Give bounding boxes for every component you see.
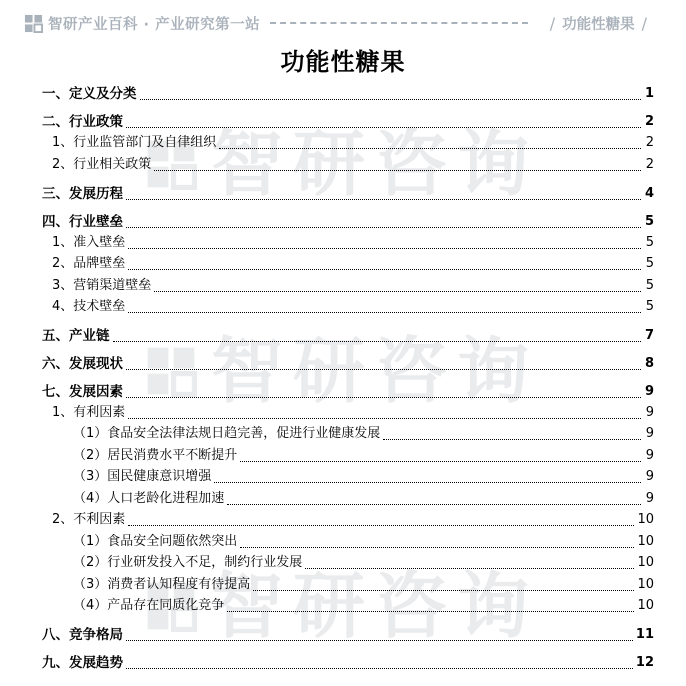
toc-entry[interactable] — [52, 297, 654, 317]
toc-entry[interactable] — [42, 326, 654, 346]
toc-entry-page: 9 — [645, 405, 654, 420]
dot-leader — [154, 170, 641, 171]
toc-entry-page: 10 — [637, 534, 654, 549]
toc-entry-label: 1、准入壁垒 — [52, 235, 126, 250]
dot-leader — [305, 568, 634, 569]
toc-entry-page: 10 — [637, 512, 654, 527]
toc-entry-label: （2）居民消费水平不断提升 — [73, 448, 238, 463]
dot-leader — [140, 99, 642, 100]
toc-entry-label: 4、技术壁垒 — [52, 299, 126, 314]
dot-leader — [126, 640, 633, 641]
toc-entry[interactable] — [73, 467, 654, 487]
watermark-text: 智研咨询 — [211, 564, 540, 648]
dot-leader — [128, 312, 641, 313]
dot-leader — [128, 269, 641, 270]
toc-entry[interactable] — [52, 155, 654, 175]
toc-entry-label: （3）消费者认知程度有待提高 — [73, 577, 251, 592]
toc-entry[interactable] — [42, 112, 654, 132]
toc-entry-page: 11 — [635, 627, 654, 642]
toc-entry-label: 六、发展现状 — [42, 356, 123, 372]
toc-entry[interactable] — [42, 184, 654, 204]
toc-entry[interactable] — [52, 276, 654, 296]
toc-entry-label: 1、行业监管部门及自律组织 — [52, 135, 217, 150]
toc-entry-label: （1）食品安全法律法规日趋完善，促进行业健康发展 — [73, 426, 381, 441]
doc-tag-label: 功能性糖果 — [562, 16, 635, 33]
toc-entry-page: 5 — [644, 214, 654, 229]
dot-leader — [126, 227, 641, 228]
toc-entry-page: 5 — [645, 256, 654, 271]
watermark-text: 智研咨询 — [211, 122, 540, 206]
dot-leader — [253, 590, 634, 591]
toc-entry-label: （1）食品安全问题依然突出 — [73, 534, 238, 549]
toc-entry[interactable] — [73, 532, 654, 552]
toc-entry[interactable] — [42, 354, 654, 374]
toc-entry-page: 2 — [645, 135, 654, 150]
toc-entry[interactable] — [42, 382, 654, 402]
toc-entry-label: （4）产品存在同质化竞争 — [73, 598, 225, 613]
document-title: 功能性糖果 — [280, 47, 406, 76]
dot-leader — [219, 148, 641, 149]
dot-leader — [214, 482, 641, 483]
toc-entry-page: 1 — [644, 86, 654, 101]
toc-entry[interactable] — [52, 510, 654, 530]
dot-leader — [240, 547, 634, 548]
toc-entry[interactable] — [73, 489, 654, 509]
dot-leader — [126, 369, 641, 370]
dot-leader — [126, 127, 641, 128]
toc-entry[interactable] — [52, 403, 654, 423]
toc-entry-page: 10 — [637, 555, 654, 570]
toc-entry-page: 9 — [645, 469, 654, 484]
dot-leader — [240, 461, 641, 462]
dot-leader — [113, 341, 642, 342]
watermark-text: 智研咨询 — [211, 329, 540, 413]
dot-leader — [126, 199, 641, 200]
toc-entry-page: 9 — [645, 426, 654, 441]
toc-entry[interactable] — [42, 84, 654, 104]
toc-entry-label: （3）国民健康意识增强 — [73, 469, 212, 484]
toc-entry-label: 七、发展因素 — [42, 384, 123, 400]
toc-entry-page: 7 — [644, 328, 654, 343]
toc-entry-label: 五、产业链 — [42, 328, 110, 344]
slash-icon: / — [549, 13, 556, 33]
toc-entry-label: （2）行业研发投入不足，制约行业发展 — [73, 555, 303, 570]
slash-icon: / — [641, 13, 647, 33]
toc-entry-label: （4）人口老龄化进程加速 — [73, 491, 225, 506]
dot-leader — [128, 418, 641, 419]
toc-entry-page: 8 — [644, 356, 654, 371]
toc-entry-page: 2 — [644, 114, 654, 129]
toc-entry[interactable] — [42, 625, 654, 645]
toc-entry[interactable] — [42, 653, 654, 673]
toc-entry-page: 10 — [637, 598, 654, 613]
toc-entry-page: 5 — [645, 299, 654, 314]
toc-entry-page: 9 — [645, 448, 654, 463]
toc-entry-page: 12 — [635, 655, 654, 670]
toc-entry-page: 9 — [644, 384, 654, 399]
toc-entry[interactable] — [52, 133, 654, 153]
toc-entry[interactable] — [73, 575, 654, 595]
dot-leader — [383, 439, 641, 440]
toc-entry-label: 2、不利因素 — [52, 512, 126, 527]
toc-entry[interactable] — [52, 233, 654, 253]
toc-entry-label: 八、竞争格局 — [42, 627, 123, 643]
toc-entry-label: 九、发展趋势 — [42, 655, 123, 671]
toc-entry-page: 4 — [644, 186, 654, 201]
toc-entry-label: 1、有利因素 — [52, 405, 126, 420]
dot-leader — [126, 397, 641, 398]
toc-entry-label: 四、行业壁垒 — [42, 214, 123, 230]
dot-leader — [154, 291, 641, 292]
toc-entry-label: 一、定义及分类 — [42, 86, 137, 102]
dot-leader — [227, 611, 634, 612]
toc-entry[interactable] — [73, 424, 654, 444]
toc-entry-label: 三、发展历程 — [42, 186, 123, 202]
toc-entry[interactable] — [73, 596, 654, 616]
toc-entry-label: 二、行业政策 — [42, 114, 123, 130]
dot-leader — [126, 668, 633, 669]
brand-text: 智研产业百科 · 产业研究第一站 — [48, 16, 261, 33]
dot-leader — [128, 248, 641, 249]
toc-entry-page: 5 — [645, 235, 654, 250]
toc-entry-page: 9 — [645, 491, 654, 506]
dot-leader — [128, 525, 634, 526]
toc-entry-page: 5 — [645, 278, 654, 293]
dot-leader — [227, 504, 641, 505]
toc-entry-page: 10 — [637, 577, 654, 592]
toc-entry-label: 3、营销渠道壁垒 — [52, 278, 152, 293]
toc-entry[interactable] — [52, 254, 654, 274]
toc-entry[interactable] — [73, 553, 654, 573]
toc-entry[interactable] — [42, 212, 654, 232]
toc-entry-label: 2、行业相关政策 — [52, 157, 152, 172]
toc-entry[interactable] — [73, 446, 654, 466]
toc-entry-page: 2 — [645, 157, 654, 172]
toc-entry-label: 2、品牌壁垒 — [52, 256, 126, 271]
